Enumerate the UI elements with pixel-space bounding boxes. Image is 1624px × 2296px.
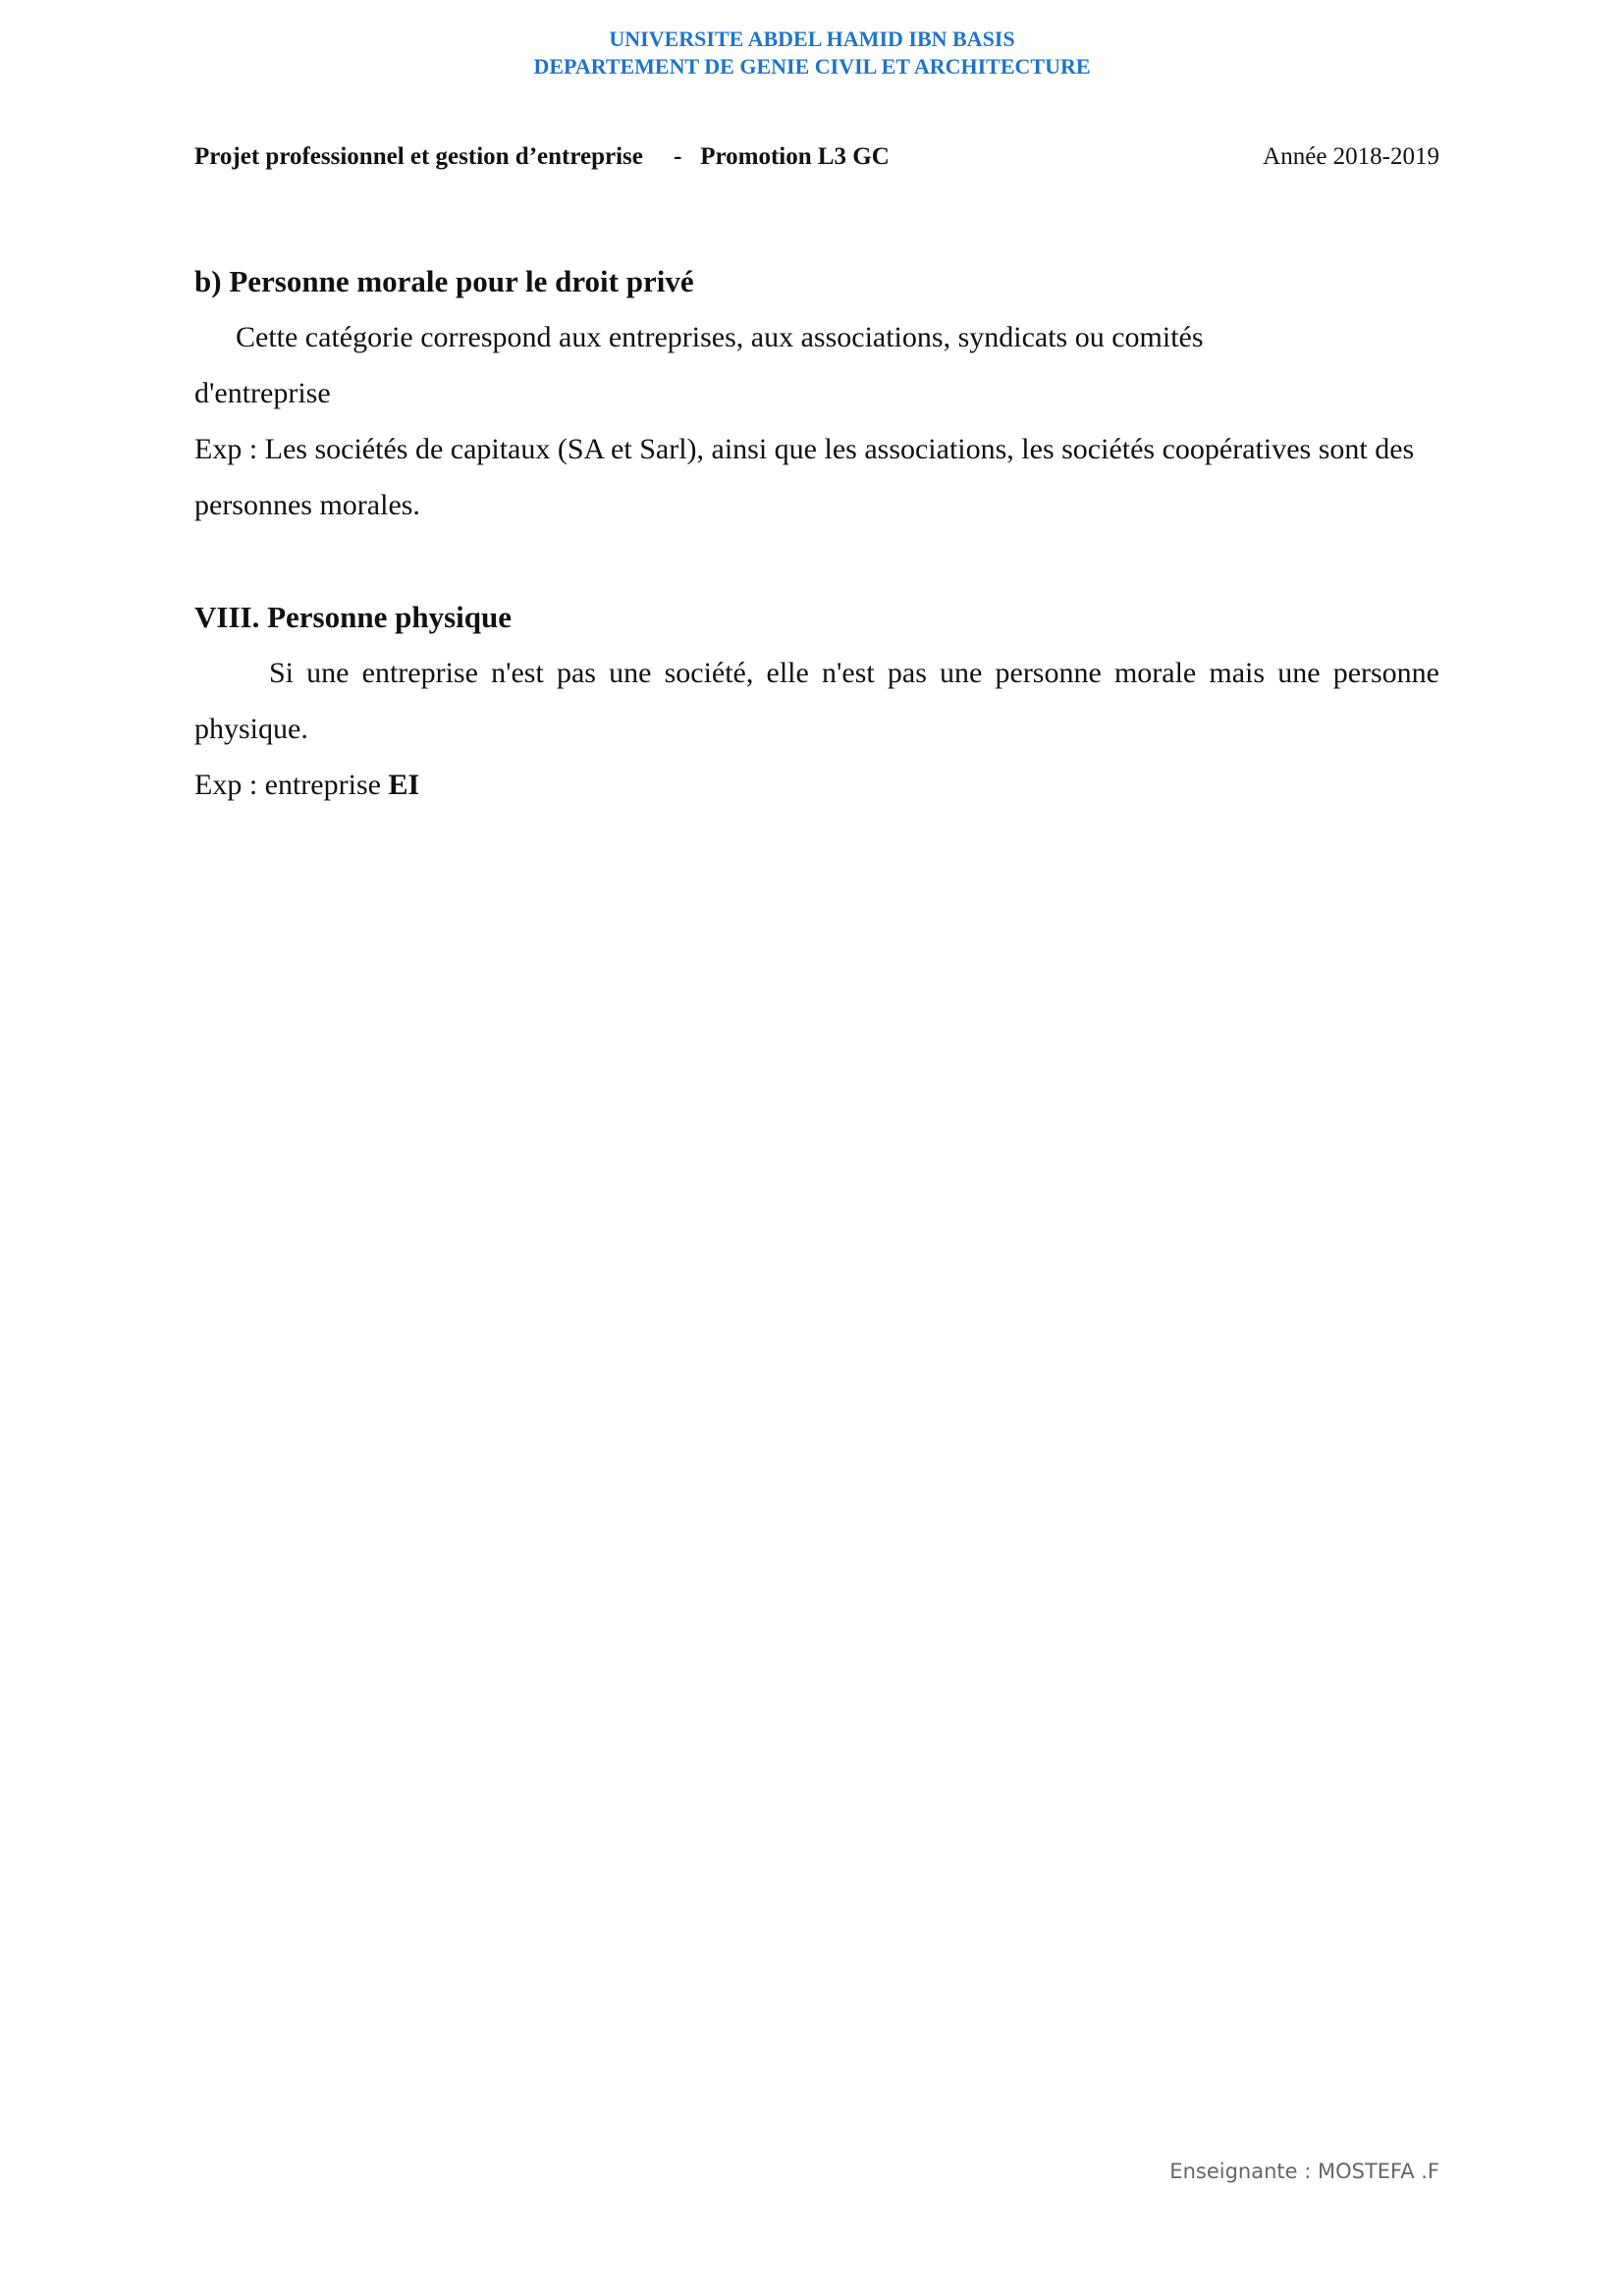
section-b-heading: b) Personne morale pour le droit privé (194, 264, 694, 298)
section-viii-example-prefix: Exp : entreprise (194, 769, 389, 801)
section-b-paragraph-line2: d'entreprise (194, 377, 331, 409)
section-b-example: Exp : Les sociétés de capitaux (SA et Sarl), ainsi que les associations, les sociétés coopératives sont des personnes morales. (194, 433, 1415, 521)
section-spacer (194, 533, 1439, 589)
section-b-paragraph-line1: Cette catégorie correspond aux entreprises, aux associations, syndicats ou comités (236, 321, 1204, 353)
section-viii-example (194, 757, 1439, 813)
footer-teacher: Enseignante : MOSTEFA .F (1169, 2160, 1439, 2183)
university-name: UNIVERSITE ABDEL HAMID IBN BASIS (609, 27, 1015, 51)
section-viii-paragraph: Si une entreprise n'est pas une société, elle n'est pas une personne morale mais une personne physique. (194, 657, 1439, 745)
department-name: DEPARTEMENT DE GENIE CIVIL ET ARCHITECTURE (533, 54, 1091, 79)
section-viii-heading: VIII. Personne physique (194, 600, 512, 634)
academic-year: Année 2018-2019 (1263, 143, 1439, 170)
course-title: Projet professionnel et gestion d’entreprise - Promotion L3 GC (194, 143, 890, 170)
section-viii-example-bold: EI (388, 769, 420, 801)
document-body (194, 253, 1439, 813)
document-header (0, 26, 1624, 80)
course-info-line (194, 139, 1439, 175)
